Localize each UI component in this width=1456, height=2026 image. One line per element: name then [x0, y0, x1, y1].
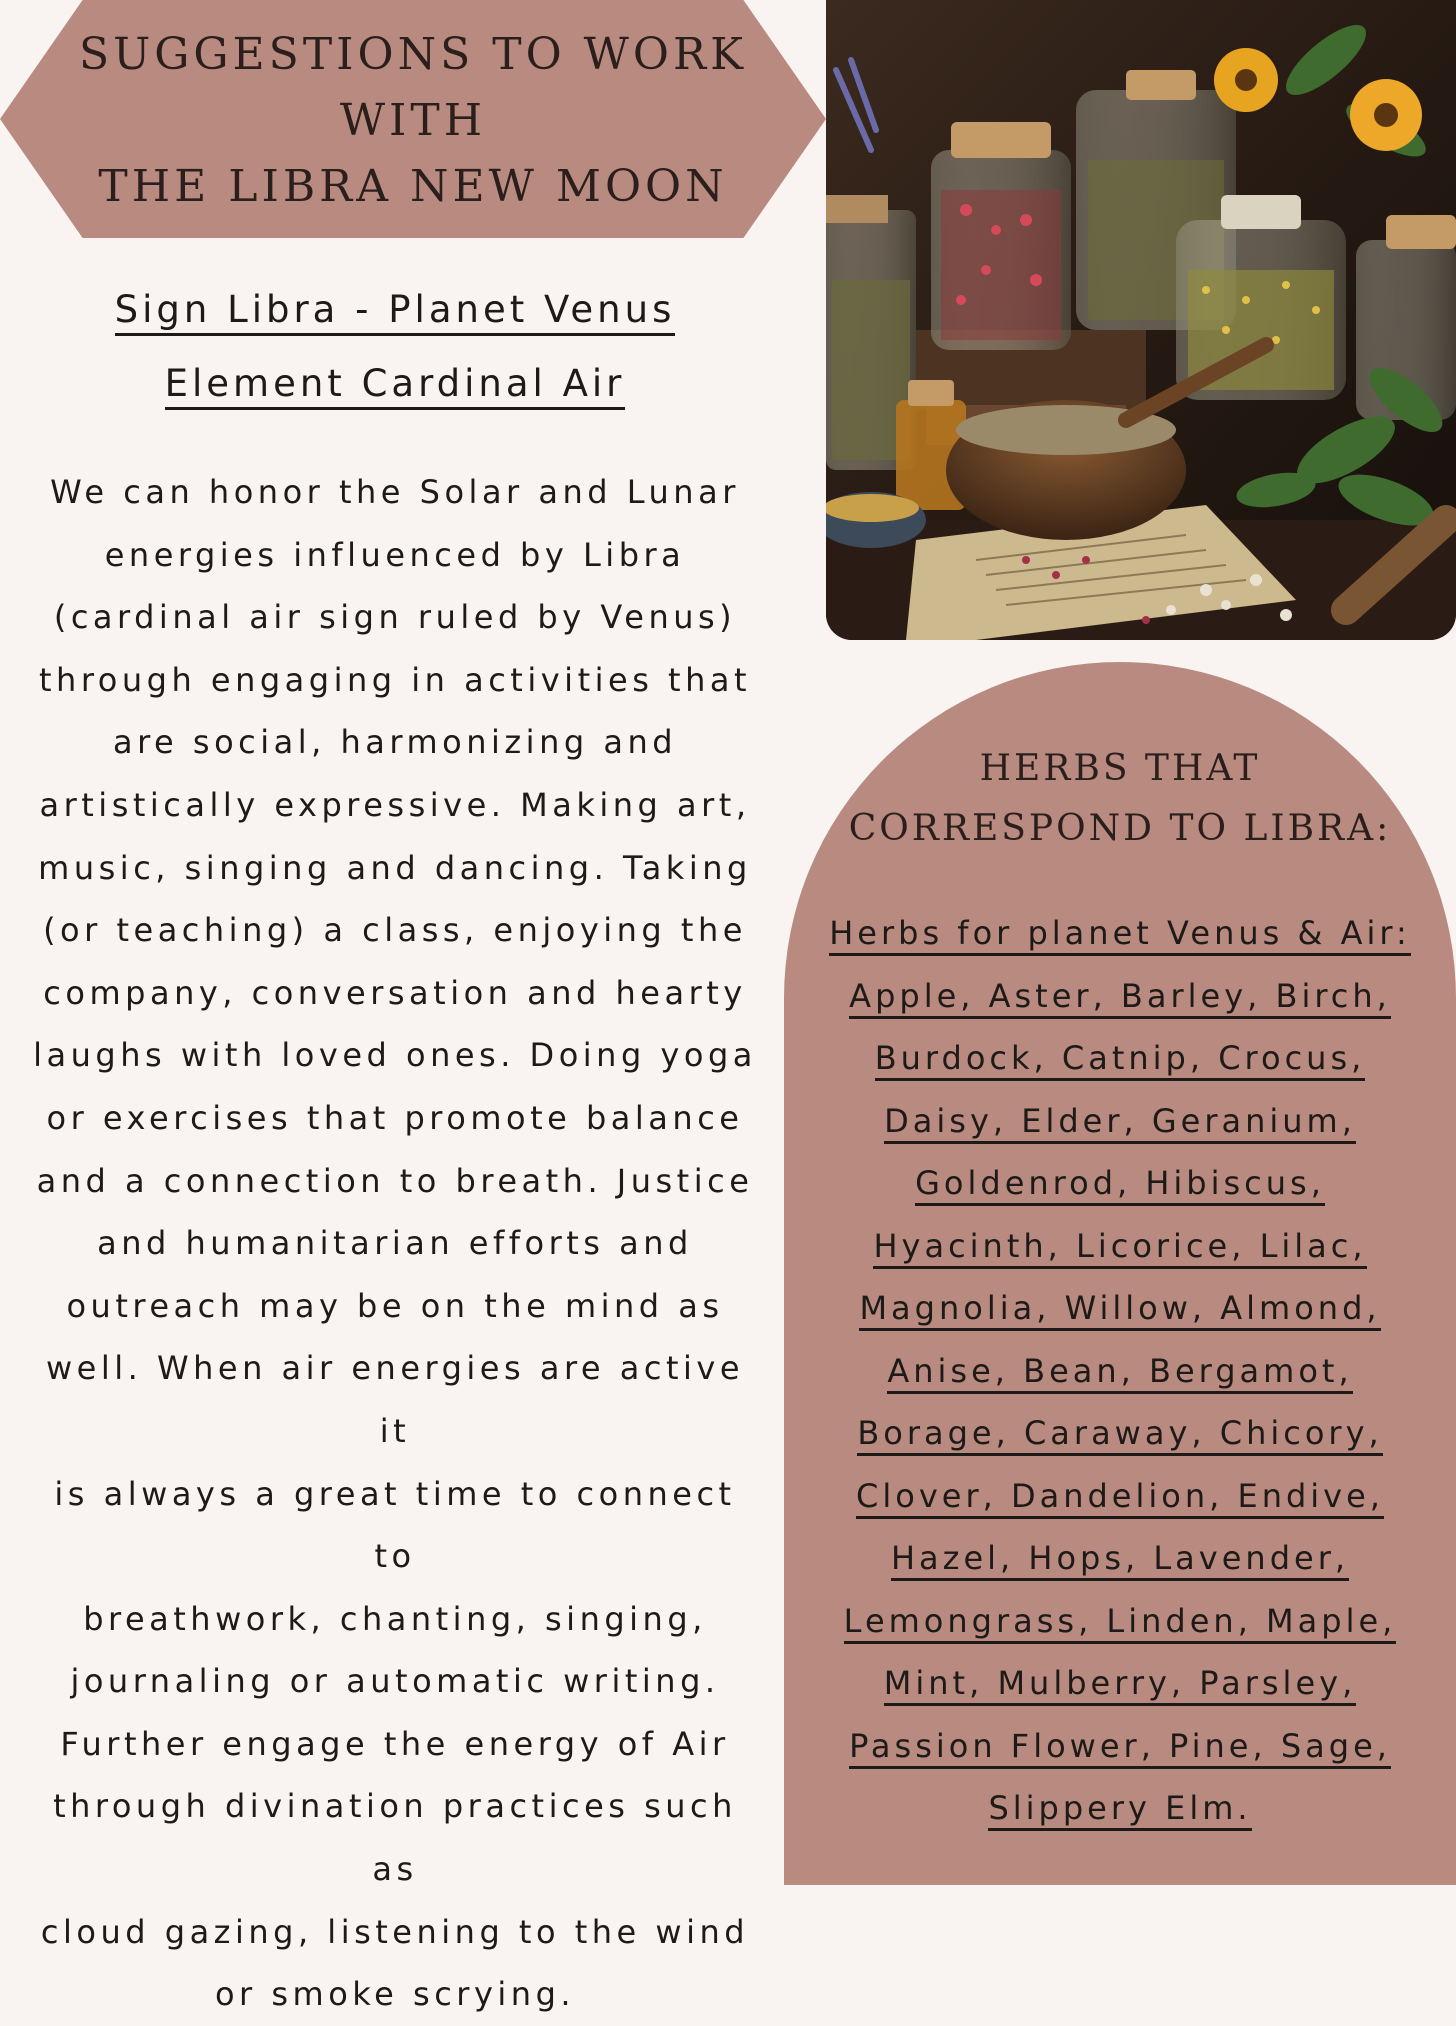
herbs-heading-line: CORRESPOND TO LIBRA:: [848, 808, 1392, 849]
title-line: WITH: [339, 95, 487, 146]
herbs-list-text: Slippery Elm.: [988, 1789, 1251, 1831]
suggestions-paragraph: [30, 461, 760, 2026]
herbs-list-line: [794, 1027, 1446, 1090]
paragraph-line: and humanitarian efforts and: [97, 1224, 693, 1263]
herbs-heading: [814, 739, 1426, 859]
herbs-list-line: [794, 965, 1446, 1028]
title-line: SUGGESTIONS TO WORK: [79, 29, 747, 80]
paragraph-line: (or teaching) a class, enjoying the: [43, 911, 747, 950]
paragraph-line: or smoke scrying.: [214, 1975, 576, 2014]
paragraph-line: are social, harmonizing and: [112, 723, 678, 762]
herbs-list-text: Apple, Aster, Barley, Birch,: [849, 977, 1391, 1019]
herbs-list-text: Hyacinth, Licorice, Lilac,: [873, 1227, 1366, 1269]
herbs-list-text: Hazel, Hops, Lavender,: [891, 1539, 1349, 1581]
herbs-list-text: Clover, Dandelion, Endive,: [856, 1477, 1384, 1519]
herbs-list-line: [794, 1402, 1446, 1465]
herbs-list-text: Anise, Bean, Bergamot,: [887, 1352, 1352, 1394]
herbs-list-line: [794, 1527, 1446, 1590]
paragraph-line: or exercises that promote balance: [46, 1098, 744, 1137]
paragraph-line: We can honor the Solar and Lunar: [50, 473, 740, 511]
herbs-list-text: Goldenrod, Hibiscus,: [915, 1164, 1325, 1206]
herbs-list-text: Mint, Mulberry, Parsley,: [884, 1664, 1356, 1706]
paragraph-line: artistically expressive. Making art,: [39, 785, 751, 824]
paragraph-line: company, conversation and hearty: [43, 973, 747, 1012]
herbs-panel: [784, 662, 1456, 1885]
paragraph-line: (cardinal air sign ruled by Venus): [53, 598, 737, 637]
paragraph-line: energies influenced by Libra: [104, 535, 686, 574]
paragraph-line: well. When air energies are active it: [45, 1349, 745, 1450]
herbs-list-line: [794, 1715, 1446, 1778]
herbs-list-line: [794, 902, 1446, 965]
page-title: [60, 22, 766, 220]
paragraph-line: Further engage the energy of Air: [60, 1724, 730, 1763]
title-line: THE LIBRA NEW MOON: [98, 161, 728, 212]
herbs-list-line: [794, 1215, 1446, 1278]
herbs-list-text: Burdock, Catnip, Crocus,: [875, 1039, 1366, 1081]
herbs-list-line: [794, 1652, 1446, 1715]
sign-planet-text: Sign Libra - Planet Venus: [115, 288, 676, 336]
paragraph-line: and a connection to breath. Justice: [36, 1161, 754, 1200]
paragraph-line: music, singing and dancing. Taking: [38, 848, 752, 887]
herbs-list-line: [794, 1152, 1446, 1215]
paragraph-line: laughs with loved ones. Doing yoga: [33, 1036, 757, 1075]
element-heading: [30, 362, 760, 405]
herbs-list-line: [794, 1340, 1446, 1403]
paragraph-line: outreach may be on the mind as: [66, 1286, 724, 1325]
herbs-list-line: [794, 1590, 1446, 1653]
paragraph-line: through divination practices such as: [53, 1787, 737, 1889]
herbs-list-line: [794, 1090, 1446, 1153]
herbs-heading-line: HERBS THAT: [979, 748, 1261, 789]
sign-planet-heading: [30, 288, 760, 331]
herbs-list: [794, 902, 1446, 1840]
herb-jars-photo: [826, 0, 1456, 640]
paragraph-line: journaling or automatic writing.: [70, 1662, 720, 1701]
herbs-list-text: Magnolia, Willow, Almond,: [859, 1289, 1380, 1331]
paragraph-line: is always a great time to connect to: [54, 1474, 736, 1576]
herbs-list-text: Lemongrass, Linden, Maple,: [844, 1602, 1397, 1644]
herbs-list-text: Daisy, Elder, Geranium,: [884, 1102, 1356, 1144]
herbs-list-text: Herbs for planet Venus & Air:: [829, 914, 1411, 956]
paragraph-line: cloud gazing, listening to the wind: [40, 1912, 750, 1951]
herbs-list-text: Borage, Caraway, Chicory,: [857, 1414, 1382, 1456]
paragraph-line: through engaging in activities that: [38, 660, 752, 699]
herbs-list-line: [794, 1777, 1446, 1840]
paragraph-line: breathwork, chanting, singing,: [83, 1599, 707, 1638]
herbs-list-text: Passion Flower, Pine, Sage,: [849, 1727, 1391, 1769]
herbs-list-line: [794, 1465, 1446, 1528]
herbs-list-line: [794, 1277, 1446, 1340]
element-text: Element Cardinal Air: [165, 362, 626, 410]
